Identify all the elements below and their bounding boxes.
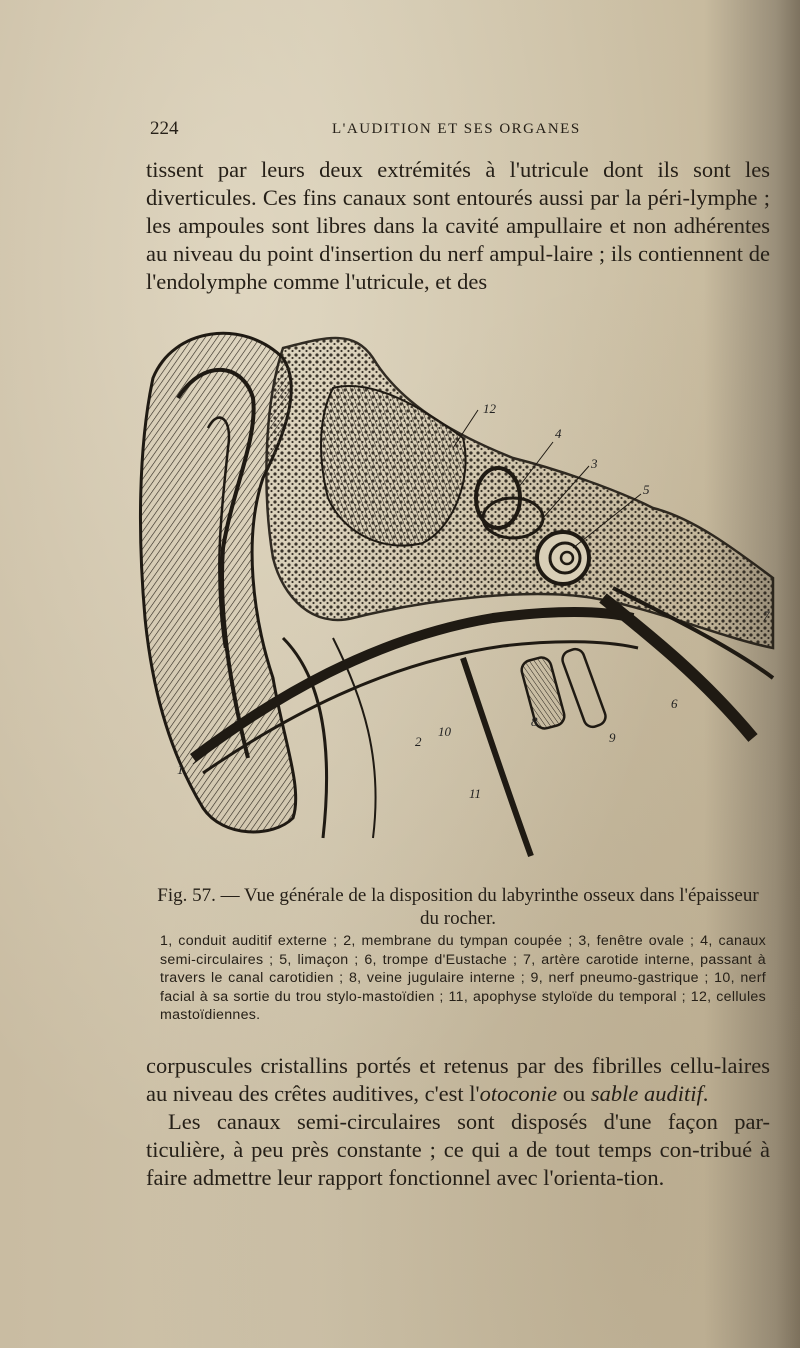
figure-label: 7 — [763, 608, 770, 623]
body-text: ou — [557, 1081, 591, 1106]
figure-label: 6 — [671, 696, 678, 711]
page-header — [150, 118, 760, 142]
term-sable-auditif: sable auditif — [590, 1081, 703, 1106]
body-text: corpuscules cristallins portés et retenus par des fibrilles cellu-laires au niveau des crêtes auditives, c'est l' — [146, 1053, 770, 1106]
paragraph-2: Les canaux semi-circulaires sont disposés d'une façon par-ticulière, à peu près constante ; ce qui a de tout temps con-tribué à faire admettre leur rapport fonctionnel avec l'orienta-tion. — [146, 1109, 770, 1190]
figure-legend — [160, 932, 766, 1025]
page-number: 224 — [150, 118, 179, 139]
term-otoconie: otoconie — [479, 1081, 558, 1106]
figure-label: 12 — [483, 401, 496, 416]
ear-anatomy-figure — [133, 318, 781, 860]
figure-label: 1 — [177, 762, 184, 777]
figure-label: 10 — [438, 724, 451, 739]
figure-label: 8 — [531, 714, 538, 729]
paragraph-bottom — [146, 1052, 770, 1192]
paragraph-top: tissent par leurs deux extrémités à l'utricule dont ils sont les diverticules. Ces fins canaux sont entourés aussi par la péri-lymphe ; les ampoules sont libres dans la cavité ampullaire et non adhérentes au niveau du point d'insertion du nerf ampul-laire ; ils contiennent de l'endolymphe comme l'utricule, et des — [146, 157, 770, 294]
running-head: L'AUDITION ET SES ORGANES — [332, 121, 581, 137]
figure-label: 5 — [643, 482, 650, 497]
figure-label: 3 — [591, 456, 598, 471]
figure-label: 9 — [609, 730, 616, 745]
figure-label: 2 — [415, 734, 422, 749]
figure-label: 4 — [555, 426, 562, 441]
figure-legend-text: 1, conduit auditif externe ; 2, membrane du tympan coupée ; 3, fenêtre ovale ; 4, canaux semi-circulaires ; 5, limaçon ; 6, trompe d'Eustache ; 7, artère carotide interne, passant à travers le canal carotidien ; 8, veine jugulaire interne ; 9, nerf pneumo-gastrique ; 10, nerf facial à sa sortie du trou stylo-mastoïdien ; 11, apophyse styloïde du temporal ; 12, cellules mastoïdiennes. — [160, 933, 766, 1023]
body-text: . — [702, 1081, 709, 1106]
figure-label: 11 — [469, 786, 482, 801]
figure-caption-title: Fig. 57. — Vue générale de la disposition du labyrinthe osseux dans l'épaisseur du rocher. — [157, 885, 759, 929]
ear-illustration — [133, 318, 781, 860]
